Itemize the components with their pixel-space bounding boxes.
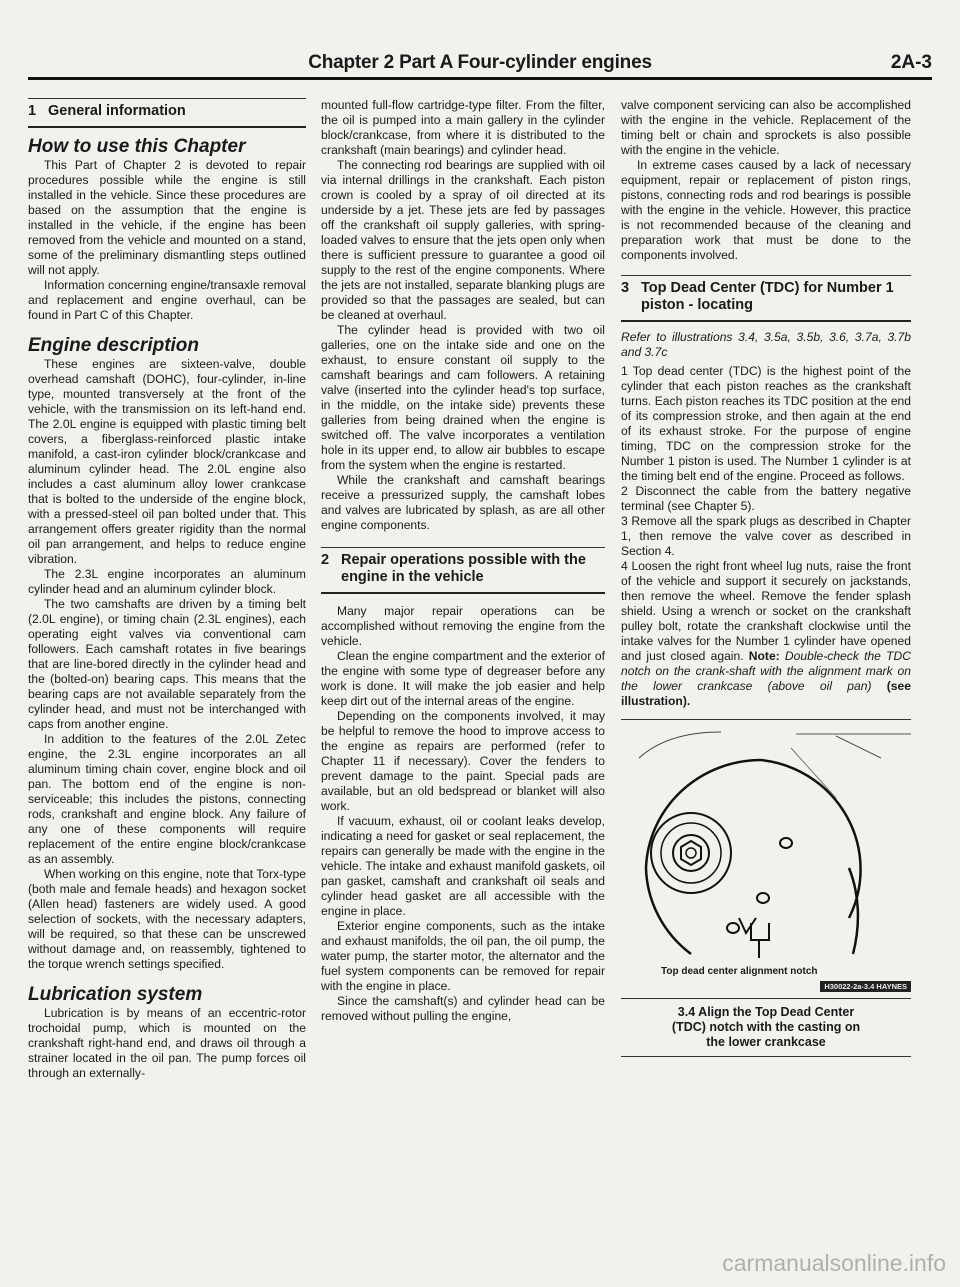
see-illustration: (see illustration). [621,679,911,708]
step-4-text: 4 Loosen the right front wheel lug nuts, raise the front of the vehicle and support it securely on jackstands, then remove the wheel. Remove the fender splash shield. Using a wrench or socket on the crankshaft pulley bolt, rotate the crankshaft clockwise until the intake valves for the Number 1 cylinder have opened and just closed again. [621,559,911,663]
paragraph: The two camshafts are driven by a timing belt (2.0L engine), or timing chain (2.3L engines), each operating eight valves via conventional cam followers. Each camshaft rotates in five bearings that are line-bored directly in the cylinder head and the (bolted-on) bearing caps. This means that the bearing caps are not available separately from the cylinder head, and must not be interchanged with caps from another engine. [28,597,306,731]
watermark: carmanualsonline.info [722,1250,946,1276]
paragraph: The 2.3L engine incorporates an aluminum cylinder head and an aluminum cylinder block. [28,567,306,596]
paragraph: These engines are sixteen-valve, double overhead camshaft (DOHC), four-cylinder, in-line type, mounted transversely at the front of the vehicle, with the transmission on its left-hand end. The 2.0L engine is equipped with plastic timing belt covers, a fiberglass-reinforced plastic intake manifold, a cast-iron cylinder block/crankcase and aluminum cylinder head. The 2.0L engine also includes a cast aluminum alloy lower crankcase that is bolted to the underside of the engine block, with a pressed-steel oil pan bolted under that. This arrangement offers greater rigidity than the normal oil pan arrangement, and helps to reduce engine vibration. [28,357,306,566]
figure-caption: 3.4 Align the Top Dead Center (TDC) notch with the casting on the lower crankcase [671,1005,861,1049]
section-title: Repair operations possible with the engine in the vehicle [341,552,586,585]
paragraph: The cylinder head is provided with two oil galleries, one on the intake side and one on the exhaust, to ensure constant oil supply to the camshaft bearings and cam followers. A retaining valve (inserted into the cylinder head's top surface, in the middle, on the intake side) prevents these galleries from being drained when the engine is switched off. The valve incorporates a ventilation hole in its upper end, to allow air bubbles to escape from the system when the engine is restarted. [321,323,605,472]
column-3 [621,98,911,1057]
step-4 [621,559,911,709]
paragraph: Clean the engine compartment and the exterior of the engine with some type of degreaser before any work is done. It will make the job easier and help keep dirt out of the internal areas of the engine. [321,649,605,708]
section-title: Top Dead Center (TDC) for Number 1 piston - locating [641,280,894,313]
section-1-heading [28,99,306,126]
paragraph: When working on this engine, note that Torx-type (both male and female heads) and hexagon socket (Allen head) fasteners are widely used. A good selection of sockets, with the necessary adapters, will be required, so that these can be unscrewed without damage and, on reassembly, tightened to the torque wrench settings specified. [28,867,306,971]
note-label: Note: [748,649,780,663]
paragraph: Many major repair operations can be accomplished without removing the engine from the vehicle. [321,604,605,648]
figure-rule [621,719,911,720]
subheading-engine-description: Engine description [28,335,200,356]
paragraph: If vacuum, exhaust, oil or coolant leaks develop, indicating a need for gasket or seal replacement, the repairs can generally be made with the engine in the vehicle. The intake and exhaust manifold gaskets, oil pan gasket, camshaft and crankshaft oil seals and cylinder head gasket are all accessible with the engine in place. [321,814,605,918]
paragraph: Information concerning engine/transaxle removal and replacement and engine overhaul, can be found in Part C of this Chapter. [28,278,306,322]
paragraph: In addition to the features of the 2.0L Zetec engine, the 2.3L engine incorporates an all aluminum timing chain cover, engine block and oil pan. The bottom end of the engine is non-serviceable; this includes the pistons, connecting rods, crankshaft and engine block. Any failure of any one of these components will require replacement of the entire engine block/crankcase as an assembly. [28,732,306,866]
subheading-how-to-use: How to use this Chapter [28,136,246,157]
paragraph: This Part of Chapter 2 is devoted to repair procedures possible while the engine is still installed in the vehicle. Since these procedures are based on the assumption that the engine is installed in the vehicle, if the engine has been removed from the vehicle and mounted on a stand, some of the preliminary dismantling steps outlined will not apply. [28,158,306,277]
figure-3-4 [621,728,911,977]
figure-id: H30022-2a-3.4 HAYNES [820,981,911,992]
figure-label: Top dead center alignment notch [661,966,818,977]
page-number: 2A-3 [890,52,932,73]
figure-id-tag [621,978,911,994]
paragraph: Lubrication is by means of an eccentric-rotor trochoidal pump, which is mounted on the crankshaft right-hand end, and draws oil through a strainer located in the oil pan. The pump forces oil through an externally- [28,1006,306,1080]
section-2-heading [321,548,605,592]
section-title: General information [48,103,186,119]
paragraph: The connecting rod bearings are supplied with oil via internal drillings in the crankshaft. Each piston crown is cooled by a spray of oil directed at its underside by a jet. These jets are fed by passages off the crankshaft oil supply galleries, with spring-loaded valves to ensure that the jets open only when there is sufficient pressure to guarantee a good oil supply to the rest of the engine components. Where the jets are not installed, separate blanking plugs are provided so that the passages are sealed, but can be cleaned at overhaul. [321,158,605,322]
step-2: 2 Disconnect the cable from the battery negative terminal (see Chapter 5). [621,484,911,513]
section-number: 2 [321,552,330,568]
paragraph: Exterior engine components, such as the intake and exhaust manifolds, the oil pan, the oil pump, the water pump, the starter motor, the alternator and the fuel system components can be removed for repair with the engine in place. [321,919,605,993]
paragraph: mounted full-flow cartridge-type filter. From the filter, the oil is pumped into a main gallery in the cylinder block/crankcase, from where it is distributed to the crankshaft (main bearings) and cylinder head. [321,98,605,157]
figure-rule [621,998,911,999]
step-3: 3 Remove all the spark plugs as described in Chapter 1, then remove the valve cover as described in Section 4. [621,514,911,558]
section-3-heading [621,276,911,320]
illustration-reference: Refer to illustrations 3.4, 3.5a, 3.5b, 3.6, 3.7a, 3.7b and 3.7c [621,330,911,359]
paragraph: valve component servicing can also be accomplished with the engine in the vehicle. Replacement of the timing belt or chain and sprockets is also possible with the engine in the vehicle. [621,98,911,157]
paragraph: While the crankshaft and camshaft bearings receive a pressurized supply, the camshaft lobes and valves are lubricated by splash, as are all other engine components. [321,473,605,532]
crankshaft-pulley-illustration [621,728,911,960]
subheading-lubrication: Lubrication system [28,984,203,1005]
chapter-title: Chapter 2 Part A Four-cylinder engines [308,52,652,73]
paragraph: Since the camshaft(s) and cylinder head can be removed without pulling the engine, [321,994,605,1023]
paragraph: In extreme cases caused by a lack of necessary equipment, repair or replacement of piston rings, pistons, connecting rods and rod bearings is possible with the engine in the vehicle. However, this practice is not recommended because of the cleaning and preparation work that must be done to the components involved. [621,158,911,262]
step-1: 1 Top dead center (TDC) is the highest point of the cylinder that each piston reaches as the crankshaft turns. Each piston reaches its TDC position at the end of its compression stroke, and then again at the end of its exhaust stroke. For the purpose of engine timing, TDC on the compression stroke for the Number 1 piston is used. The Number 1 cylinder is at the timing belt end of the engine. Proceed as follows. [621,364,911,483]
column-1 [28,98,306,1081]
figure-rule [621,1056,911,1057]
section-rule [28,126,306,128]
paragraph: Depending on the components involved, it may be helpful to remove the hood to improve access to the engine as repairs are performed (refer to Chapter 11 if necessary). Cover the fenders to prevent damage to the paint. Special pads are available, but an old bedspread or blanket will also work. [321,709,605,813]
section-number: 1 [28,103,37,119]
page-header [28,50,932,80]
column-2 [321,98,605,1024]
section-number: 3 [621,280,630,296]
note-text: Double-check the TDC notch on the crank-shaft with the alignment mark on the lower crankcase (above oil pan) [621,649,911,693]
